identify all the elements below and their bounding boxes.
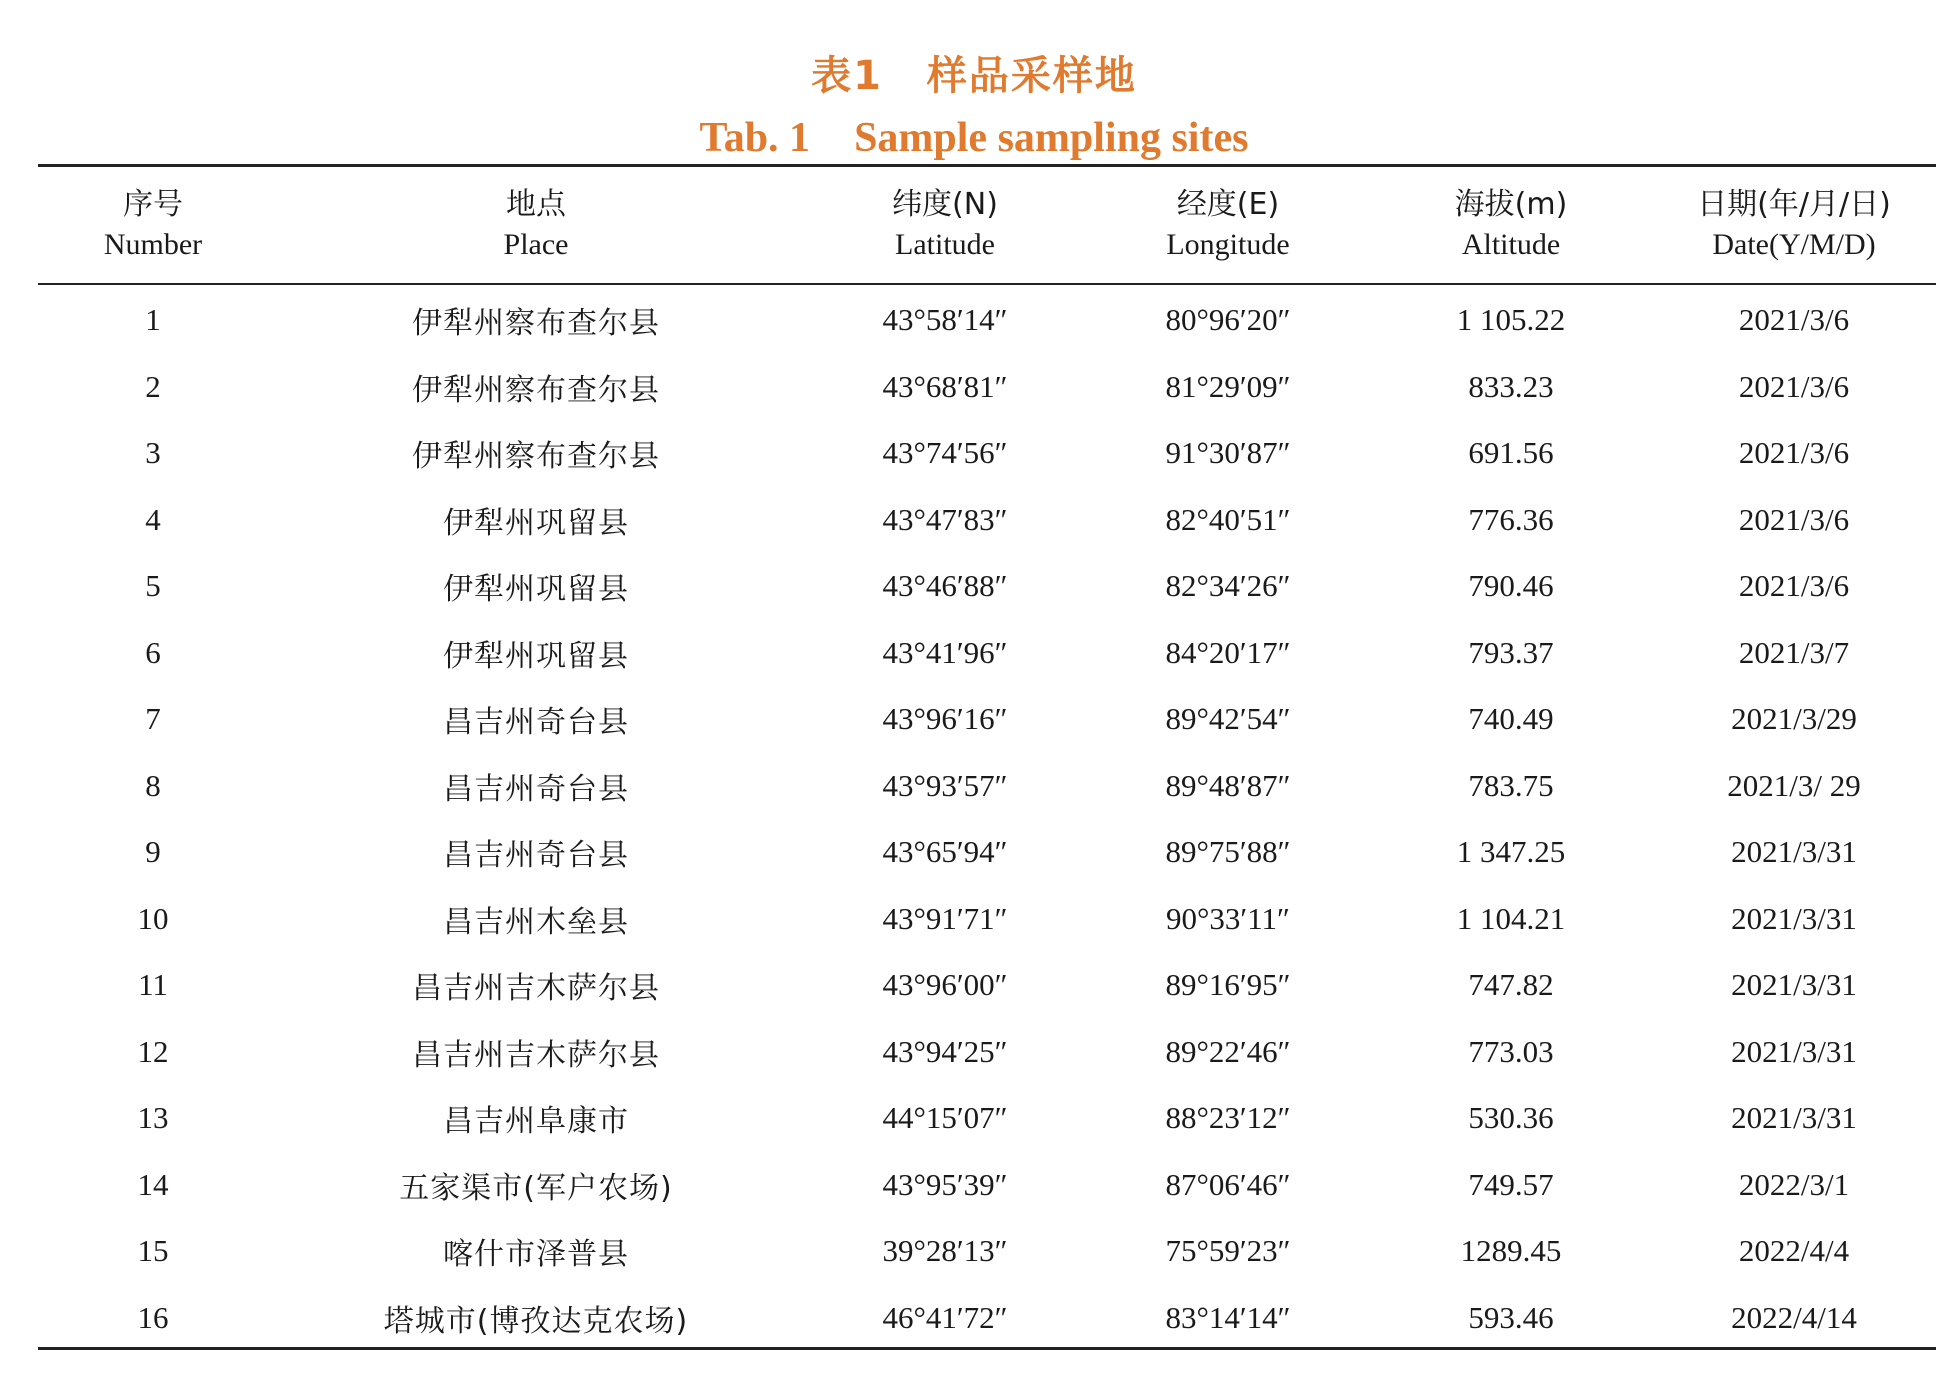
sampling-sites-table (38, 167, 1936, 1351)
cell-altitude: 833.23 (1468, 368, 1554, 404)
cell-latitude: 43°74′56″ (882, 435, 1008, 471)
cell-altitude: 790.46 (1468, 568, 1554, 604)
cell-number: 4 (145, 501, 161, 537)
cell-latitude: 43°58′14″ (882, 302, 1008, 338)
table-row (38, 487, 1936, 554)
cell-latitude: 43°93′57″ (882, 767, 1008, 803)
cell-latitude: 43°65′94″ (882, 834, 1008, 870)
cell-altitude: 776.36 (1468, 501, 1554, 537)
cell-date: 2022/4/4 (1738, 1233, 1850, 1269)
header-en: Altitude (1461, 228, 1561, 261)
cell-latitude: 43°46′88″ (882, 568, 1008, 604)
table-row (38, 1085, 1936, 1152)
header-cn: 日期(年/月/日) (1697, 187, 1891, 222)
cell-place: 喀什市泽普县 (443, 1237, 629, 1273)
header-en: Number (103, 228, 203, 261)
table-caption-cn (0, 44, 1948, 101)
cell-longitude: 88°23′12″ (1165, 1100, 1291, 1136)
cell-place: 伊犁州察布查尔县 (412, 372, 660, 408)
caption-en-title: Sample sampling sites (854, 115, 1249, 161)
header-latitude (804, 167, 1086, 283)
cell-latitude: 39°28′13″ (882, 1233, 1008, 1269)
cell-longitude: 83°14′14″ (1165, 1299, 1291, 1335)
cell-altitude: 1 347.25 (1456, 834, 1566, 870)
cell-longitude: 91°30′87″ (1165, 435, 1291, 471)
cell-latitude: 43°94′25″ (882, 1033, 1008, 1069)
cell-number: 10 (137, 900, 169, 936)
cell-number: 11 (138, 967, 168, 1003)
caption-cn-title: 样品采样地 (926, 53, 1137, 99)
cell-date: 2022/4/14 (1731, 1299, 1857, 1335)
cell-longitude: 87°06′46″ (1165, 1166, 1291, 1202)
cell-number: 3 (145, 435, 161, 471)
table-row (38, 620, 1936, 687)
cell-number: 14 (137, 1166, 169, 1202)
cell-altitude: 783.75 (1468, 767, 1554, 803)
cell-latitude: 43°68′81″ (882, 368, 1008, 404)
table-caption-en (0, 114, 1948, 162)
cell-latitude: 43°96′16″ (882, 701, 1008, 737)
header-cn: 纬度(N) (892, 187, 998, 222)
header-cn: 地点 (506, 187, 566, 222)
cell-number: 16 (137, 1299, 169, 1335)
cell-longitude: 89°42′54″ (1165, 701, 1291, 737)
table-row (38, 819, 1936, 886)
cell-place: 昌吉州吉木萨尔县 (412, 971, 660, 1007)
cell-place: 五家渠市(军户农场) (399, 1170, 673, 1206)
cell-date: 2021/3/31 (1731, 900, 1857, 936)
cell-place: 伊犁州察布查尔县 (412, 306, 660, 342)
cell-altitude: 1289.45 (1460, 1233, 1562, 1269)
cell-place: 昌吉州吉木萨尔县 (412, 1037, 660, 1073)
table-row (38, 753, 1936, 820)
cell-altitude: 747.82 (1468, 967, 1554, 1003)
cell-number: 5 (145, 568, 161, 604)
cell-longitude: 90°33′11″ (1166, 900, 1290, 936)
table-row (38, 553, 1936, 620)
cell-date: 2021/3/6 (1738, 435, 1850, 471)
cell-number: 7 (145, 701, 161, 737)
header-en: Place (503, 228, 569, 261)
cell-altitude: 593.46 (1468, 1299, 1554, 1335)
table-row (38, 952, 1936, 1019)
table-row (38, 1019, 1936, 1086)
cell-place: 昌吉州奇台县 (443, 771, 629, 807)
header-en: Latitude (895, 228, 995, 261)
header-date (1652, 167, 1936, 283)
cell-place: 昌吉州奇台县 (443, 838, 629, 874)
cell-place: 伊犁州巩留县 (443, 505, 629, 541)
cell-number: 6 (145, 634, 161, 670)
cell-altitude: 1 105.22 (1456, 302, 1566, 338)
caption-cn-label: 表1 (811, 53, 883, 99)
cell-date: 2021/3/31 (1731, 1100, 1857, 1136)
cell-altitude: 793.37 (1468, 634, 1554, 670)
cell-longitude: 89°22′46″ (1165, 1033, 1291, 1069)
header-longitude (1086, 167, 1370, 283)
cell-latitude: 43°47′83″ (882, 501, 1008, 537)
cell-date: 2021/3/7 (1738, 634, 1850, 670)
table-row (38, 1285, 1936, 1352)
cell-longitude: 82°34′26″ (1165, 568, 1291, 604)
cell-date: 2021/3/6 (1738, 501, 1850, 537)
cell-latitude: 43°96′00″ (882, 967, 1008, 1003)
cell-altitude: 691.56 (1468, 435, 1554, 471)
cell-number: 8 (145, 767, 161, 803)
table-row (38, 1152, 1936, 1219)
cell-number: 1 (145, 302, 161, 338)
table-row (38, 420, 1936, 487)
cell-date: 2022/3/1 (1738, 1166, 1850, 1202)
cell-longitude: 80°96′20″ (1165, 302, 1291, 338)
table-row (38, 686, 1936, 753)
cell-place: 昌吉州木垒县 (443, 904, 629, 940)
cell-place: 伊犁州察布查尔县 (412, 439, 660, 475)
cell-longitude: 89°16′95″ (1165, 967, 1291, 1003)
cell-number: 2 (145, 368, 161, 404)
cell-place: 昌吉州阜康市 (443, 1104, 629, 1140)
header-altitude (1370, 167, 1652, 283)
cell-latitude: 46°41′72″ (882, 1299, 1008, 1335)
cell-latitude: 43°95′39″ (882, 1166, 1008, 1202)
cell-date: 2021/3/6 (1738, 302, 1850, 338)
cell-place: 塔城市(博孜达克农场) (383, 1303, 689, 1339)
header-en: Date(Y/M/D) (1712, 228, 1876, 261)
cell-longitude: 89°48′87″ (1165, 767, 1291, 803)
cell-longitude: 82°40′51″ (1165, 501, 1291, 537)
cell-number: 12 (137, 1033, 169, 1069)
cell-longitude: 81°29′09″ (1165, 368, 1291, 404)
cell-latitude: 43°91′71″ (882, 900, 1008, 936)
cell-number: 9 (145, 834, 161, 870)
header-cn: 海拔(m) (1454, 187, 1568, 222)
table-row (38, 1218, 1936, 1285)
cell-date: 2021/3/31 (1731, 834, 1857, 870)
header-number (38, 167, 268, 283)
cell-longitude: 84°20′17″ (1165, 634, 1291, 670)
cell-place: 伊犁州巩留县 (443, 572, 629, 608)
cell-altitude: 530.36 (1468, 1100, 1554, 1136)
cell-place: 伊犁州巩留县 (443, 638, 629, 674)
cell-date: 2021/3/31 (1731, 1033, 1857, 1069)
header-en: Longitude (1166, 228, 1290, 261)
cell-altitude: 740.49 (1468, 701, 1554, 737)
caption-en-label: Tab. 1 (699, 115, 811, 161)
header-place (268, 167, 804, 283)
cell-date: 2021/3/6 (1738, 568, 1850, 604)
cell-altitude: 749.57 (1468, 1166, 1554, 1202)
cell-latitude: 43°41′96″ (882, 634, 1008, 670)
cell-altitude: 773.03 (1468, 1033, 1554, 1069)
cell-longitude: 75°59′23″ (1165, 1233, 1291, 1269)
table-row (38, 283, 1936, 354)
table-header-row (38, 167, 1936, 283)
header-cn: 经度(E) (1176, 187, 1280, 222)
header-cn: 序号 (123, 187, 183, 222)
cell-date: 2021/3/6 (1738, 368, 1850, 404)
cell-date: 2021/3/29 (1731, 701, 1857, 737)
cell-number: 13 (137, 1100, 169, 1136)
table-row (38, 354, 1936, 421)
cell-date: 2021/3/31 (1731, 967, 1857, 1003)
cell-date: 2021/3/ 29 (1727, 767, 1861, 803)
cell-longitude: 89°75′88″ (1165, 834, 1291, 870)
table-row (38, 886, 1936, 953)
cell-place: 昌吉州奇台县 (443, 705, 629, 741)
cell-number: 15 (137, 1233, 169, 1269)
cell-altitude: 1 104.21 (1456, 900, 1566, 936)
cell-latitude: 44°15′07″ (882, 1100, 1008, 1136)
